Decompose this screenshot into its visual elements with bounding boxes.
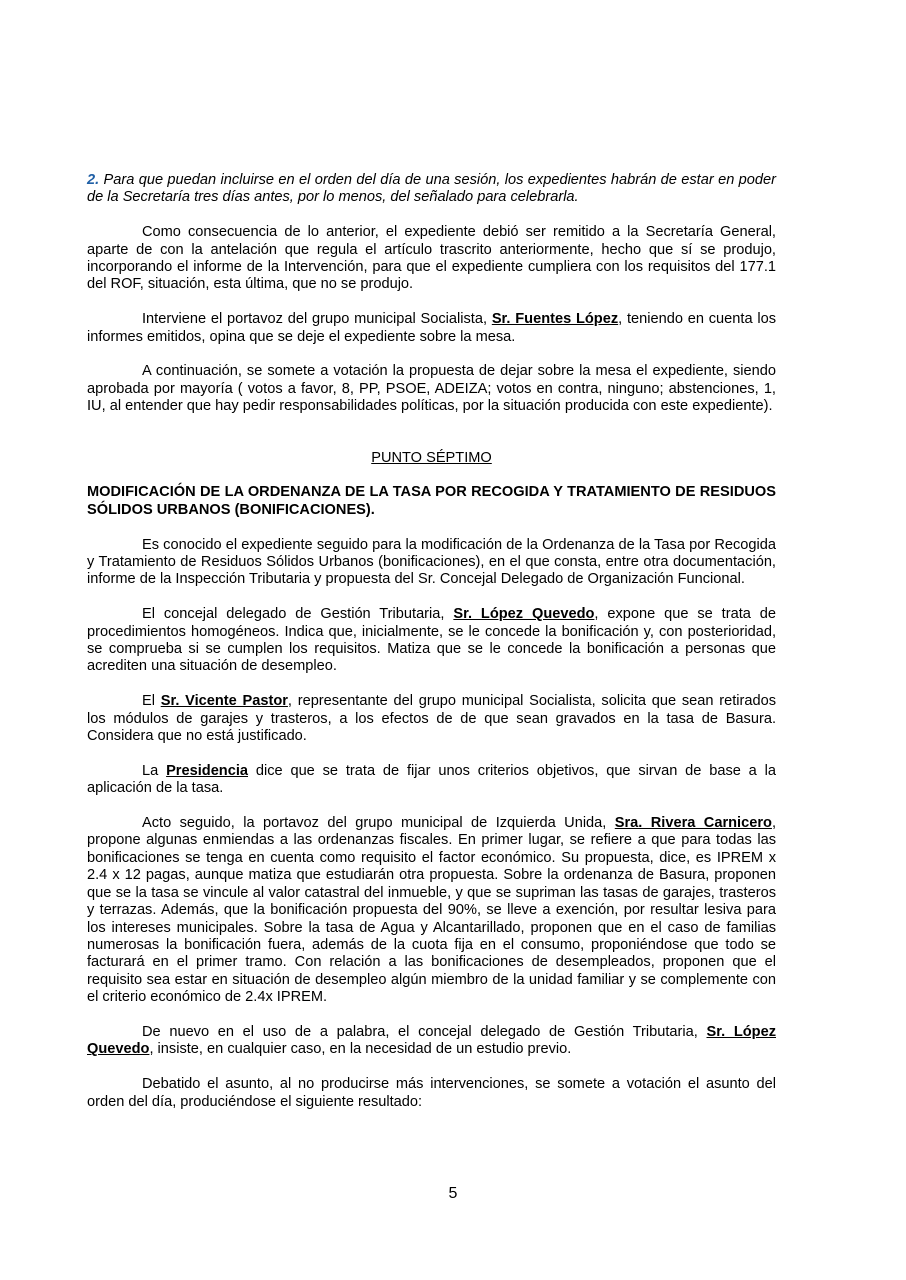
speaker-name: Sr. Vicente Pastor (160, 693, 288, 710)
paragraph: El concejal delegado de Gestión Tributaria, Sr. López Quevedo, expone que se trata de procedimientos homogéneos. Indica que, inicialmente, se le concede la bonificación y, con posterioridad, se comprueba si se cumplen los requisitos. Matiza que se le concede la bonificación a personas que acrediten una situación de desempleo. (87, 606, 777, 675)
speaker-name: Sr. López Quevedo (453, 606, 595, 623)
speaker-name: Presidencia (166, 762, 249, 779)
paragraph: Acto seguido, la portavoz del grupo municipal de Izquierda Unida, Sra. Rivera Carnicero, propone algunas enmiendas a las ordenanzas fiscales. En primer lugar, se refiere a que para todas las bonificaciones se tenga en cuenta como requisito el factor económico. Su propuesta, dice, es IPREM x 2.4 x 12 pagas, aunque matiza que estudiarán otra propuesta. Sobre la ordenanza de Basura, proponen que se la tasa se vincule al valor catastral del inmueble, y que se supriman las tasas de garajes, trasteros y terrazas. Además, que la bonificación propuesta del 90%, se lleve a exención, por resultar lesiva para los intereses municipales. Sobre la tasa de Agua y Alcantarillado, proponen que en el caso de familias numerosas la bonificación fuera, además de la cuota fija en el consumo, proponiéndose que todo se facturará en el primer tramo. Con relación a las bonificaciones de desempleados, proponen que el requisito sea estar en situación de desempleo algún miembro de la unidad familiar y se complemente con el criterio económico de 2.4x IPREM. (87, 815, 776, 1006)
paragraph: De nuevo en el uso de a palabra, el concejal delegado de Gestión Tributaria, Sr. López Quevedo, insiste, en cualquier caso, en la necesidad de un estudio previo. (87, 1023, 776, 1058)
section-title: MODIFICACIÓN DE LA ORDENANZA DE LA TASA POR RECOGIDA Y TRATAMIENTO DE RESIDUOS SÓLIDOS URBANOS (BONIFICACIONES). (87, 484, 776, 518)
article-text: Para que puedan incluirse en el orden del día de una sesión, los expedientes habrán de estar en poder de la Secretaría tres días antes, por lo menos, del señalado para celebrarla. (87, 172, 776, 206)
quoted-article (87, 172, 776, 207)
paragraph: A continuación, se somete a votación la propuesta de dejar sobre la mesa el expediente, siendo aprobada por mayoría ( votos a favor, 8, PP, PSOE, ADEIZA; votos en contra, ninguno; abstenciones, 1, IU, al entender que hay pedir responsabilidades políticas, por la situación producida con este expediente). (87, 363, 776, 415)
document-body (87, 172, 776, 1128)
speaker-name: Sra. Rivera Carnicero (614, 815, 772, 832)
paragraph: Interviene el portavoz del grupo municipal Socialista, Sr. Fuentes López, teniendo en cuenta los informes emitidos, opina que se deje el expediente sobre la mesa. (87, 311, 776, 345)
paragraph: Es conocido el expediente seguido para la modificación de la Ordenanza de la Tasa por Recogida y Tratamiento de Residuos Sólidos Urbanos (bonificaciones), en el que consta, entre otra documentación, informe de la Inspección Tributaria y propuesta del Sr. Concejal Delegado de Organización Funcional. (87, 536, 776, 588)
speaker-name: Sr. López Quevedo (87, 1023, 776, 1058)
page-number: 5 (448, 1185, 458, 1202)
section-heading: PUNTO SÉPTIMO (371, 449, 492, 466)
paragraph: Debatido el asunto, al no producirse más intervenciones, se somete a votación el asunto del orden del día, produciéndose el siguiente resultado: (87, 1076, 776, 1110)
article-number: 2. (87, 172, 100, 188)
paragraph: El Sr. Vicente Pastor, representante del grupo municipal Socialista, solicita que sean retirados los módulos de garajes y trasteros, a los efectos de de que sean gravados en la tasa de Basura. Considera que no está justificado. (87, 693, 776, 745)
speaker-name: Sr. Fuentes López (491, 311, 619, 328)
paragraph: La Presidencia dice que se trata de fijar unos criterios objetivos, que sirvan de base a la aplicación de la tasa. (87, 762, 776, 797)
paragraph: Como consecuencia de lo anterior, el expediente debió ser remitido a la Secretaría General, aparte de con la antelación que regula el artículo trascrito anteriormente, hecho que sí se produjo, incorporando el informe de la Intervención, para que el expediente cumpliera con los requisitos del 177.1 del ROF, situación, esta última, que no se produjo. (87, 224, 776, 293)
